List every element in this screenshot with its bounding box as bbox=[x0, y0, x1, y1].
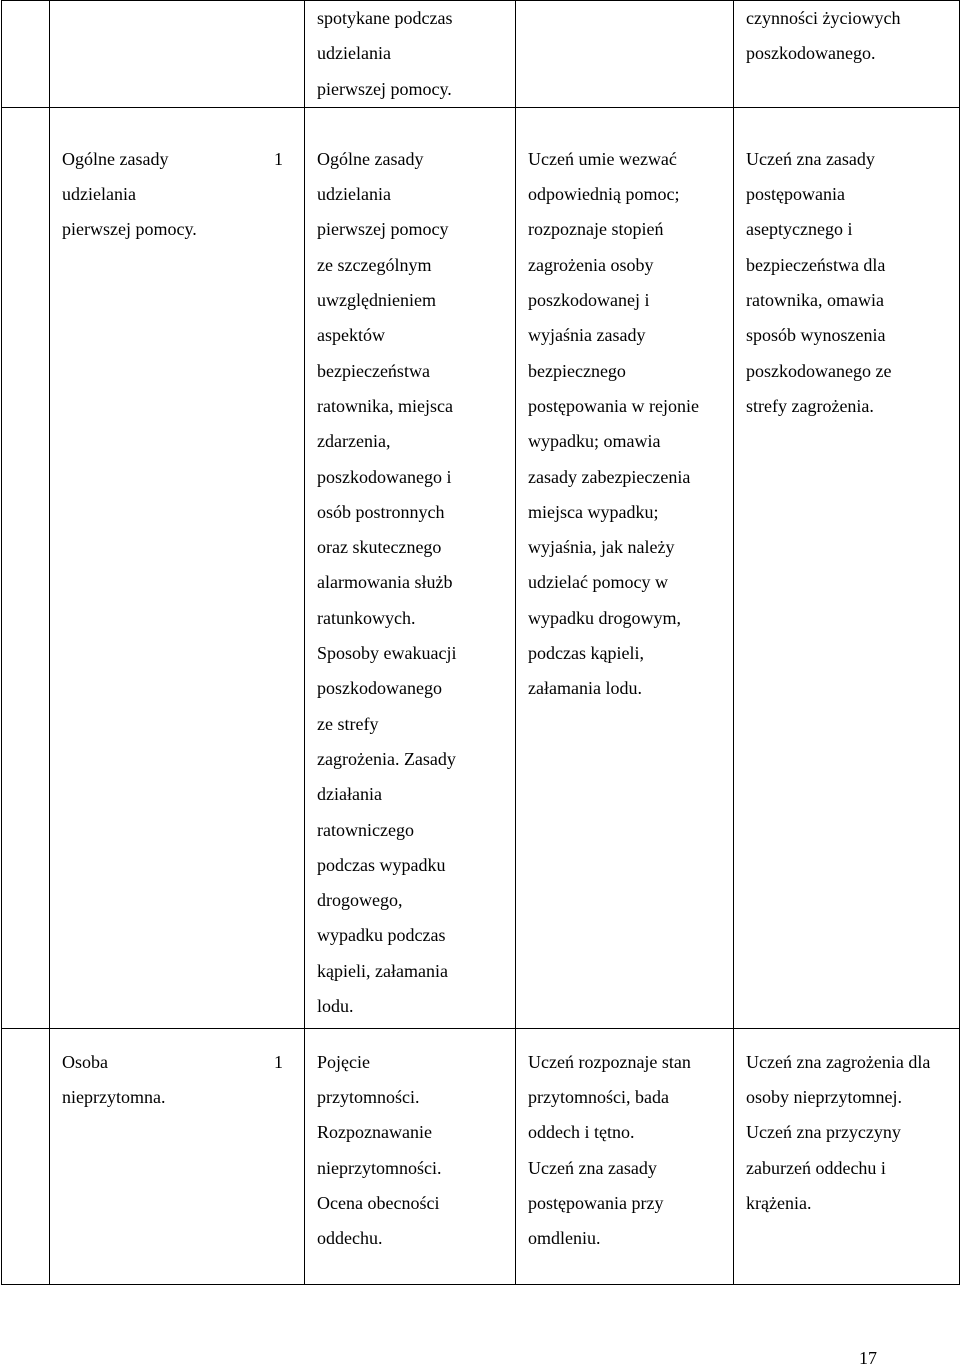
hours-cell bbox=[50, 107, 305, 1028]
topic-cell bbox=[2, 1028, 50, 1284]
basic-requirements-text: Uczeń umie wezwać odpowiednią pomoc; rozpoznaje stopień zagrożenia osoby poszkodowanej i wyjaśnia zasady bezpiecznego postępowania w rejonie wypadku; omawia zasady zabezpieczenia miejsca wypadku; wyjaśnia, jak należy udzielać pomocy w wypadku drogowym, podczas kąpieli, załamania lodu. bbox=[528, 148, 699, 699]
content-text: Pojęcie przytomności. Rozpoznawanie nieprzytomności. Ocena obecności oddechu. bbox=[317, 1051, 442, 1249]
extended-requirements-cell bbox=[734, 1, 960, 108]
table-row bbox=[2, 107, 960, 1028]
content-cell bbox=[305, 1, 516, 108]
table-row bbox=[2, 1028, 960, 1284]
page-number: 17 bbox=[859, 1348, 877, 1368]
topic-cell bbox=[2, 1, 50, 108]
extended-requirements-cell bbox=[734, 1028, 960, 1284]
curriculum-table bbox=[1, 0, 960, 1285]
hours-text: 1 bbox=[274, 1051, 283, 1072]
topic-text: Ogólne zasady udzielania pierwszej pomocy. bbox=[62, 148, 197, 240]
topic-cell bbox=[2, 107, 50, 1028]
basic-requirements-cell bbox=[516, 107, 734, 1028]
extended-requirements-text: Uczeń zna zasady postępowania aseptycznego i bezpieczeństwa dla ratownika, omawia sposób wynoszenia poszkodowanego ze strefy zagrożenia. bbox=[746, 148, 892, 416]
hours-cell bbox=[50, 1, 305, 108]
table-row bbox=[2, 1, 960, 108]
extended-requirements-cell bbox=[734, 107, 960, 1028]
content-cell bbox=[305, 1028, 516, 1284]
extended-requirements-text: czynności życiowych poszkodowanego. bbox=[746, 8, 901, 64]
basic-requirements-text: Uczeń rozpoznaje stan przytomności, bada oddech i tętno. Uczeń zna zasady postępowania przy omdleniu. bbox=[528, 1051, 691, 1249]
basic-requirements-cell bbox=[516, 1028, 734, 1284]
basic-requirements-cell bbox=[516, 1, 734, 108]
content-text: spotykane podczas udzielania pierwszej pomocy. bbox=[317, 8, 453, 99]
topic-text: Osoba nieprzytomna. bbox=[62, 1051, 166, 1108]
content-cell bbox=[305, 107, 516, 1028]
hours-cell bbox=[50, 1028, 305, 1284]
hours-text: 1 bbox=[274, 148, 283, 169]
content-text: Ogólne zasady udzielania pierwszej pomocy ze szczególnym uwzględnieniem aspektów bezpieczeństwa ratownika, miejsca zdarzenia, poszkodowanego i osób postronnych oraz skutecznego alarmowania służb ratunkowych. Sposoby ewakuacji poszkodowanego ze strefy zagrożenia. Zasady działania ratowniczego podczas wypadku drogowego, wypadku podczas kąpieli, załamania lodu. bbox=[317, 148, 457, 1017]
extended-requirements-text: Uczeń zna zagrożenia dla osoby nieprzytomnej. Uczeń zna przyczyny zaburzeń oddechu i krążenia. bbox=[746, 1051, 931, 1214]
